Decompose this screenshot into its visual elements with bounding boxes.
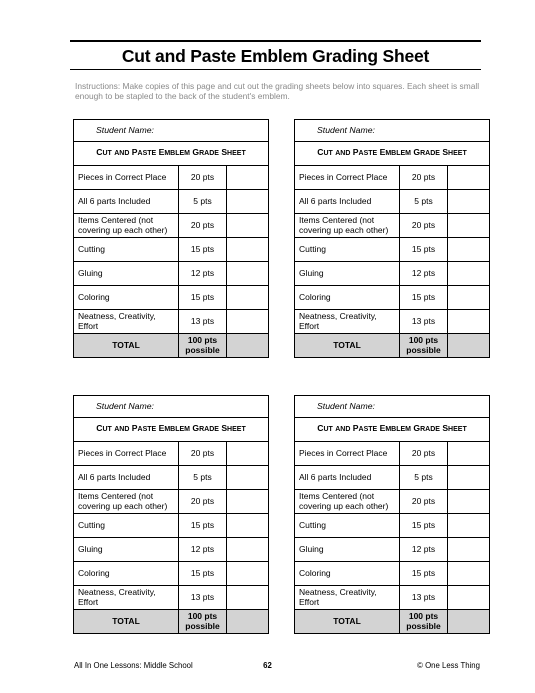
criterion-label: Items Centered (not covering up each other) — [295, 214, 400, 238]
criterion-points: 13 pts — [179, 586, 227, 610]
table-row — [295, 286, 490, 310]
score-cell — [227, 190, 269, 214]
score-cell — [227, 286, 269, 310]
student-name-label: Student Name: — [295, 120, 490, 142]
student-name-label: Student Name: — [74, 396, 269, 418]
criterion-points: 5 pts — [400, 466, 448, 490]
table-row — [295, 490, 490, 514]
grade-sheet — [294, 395, 490, 634]
score-cell — [448, 238, 490, 262]
score-cell — [227, 238, 269, 262]
criterion-label: Cutting — [295, 238, 400, 262]
total-score-cell — [448, 610, 490, 634]
table-row — [74, 214, 269, 238]
criterion-label: Items Centered (not covering up each other) — [295, 490, 400, 514]
criterion-points: 20 pts — [400, 214, 448, 238]
criterion-points: 15 pts — [179, 562, 227, 586]
table-row — [295, 562, 490, 586]
criterion-label: All 6 parts Included — [295, 466, 400, 490]
criterion-label: Items Centered (not covering up each other) — [74, 214, 179, 238]
score-cell — [227, 514, 269, 538]
score-cell — [448, 586, 490, 610]
grade-sheet — [294, 119, 490, 358]
table-row — [74, 562, 269, 586]
criterion-label: Coloring — [295, 562, 400, 586]
criterion-label: Coloring — [295, 286, 400, 310]
criterion-label: Gluing — [74, 538, 179, 562]
criterion-points: 12 pts — [179, 538, 227, 562]
sheet-heading: CUT AND PASTE EMBLEM GRADE SHEET — [295, 142, 490, 166]
criterion-points: 20 pts — [179, 166, 227, 190]
table-row — [295, 166, 490, 190]
score-cell — [227, 466, 269, 490]
criterion-points: 20 pts — [179, 442, 227, 466]
score-cell — [227, 442, 269, 466]
table-row — [295, 538, 490, 562]
criterion-points: 15 pts — [400, 514, 448, 538]
table-row — [295, 310, 490, 334]
score-cell — [448, 286, 490, 310]
table-row — [74, 262, 269, 286]
score-cell — [448, 262, 490, 286]
criterion-label: Gluing — [74, 262, 179, 286]
criterion-label: Coloring — [74, 562, 179, 586]
criterion-points: 15 pts — [400, 562, 448, 586]
criterion-points: 20 pts — [400, 490, 448, 514]
total-row — [74, 610, 269, 634]
table-row — [74, 466, 269, 490]
table-row — [295, 514, 490, 538]
score-cell — [227, 490, 269, 514]
criterion-label: Gluing — [295, 262, 400, 286]
title-rule-bottom — [70, 69, 481, 70]
score-cell — [448, 514, 490, 538]
criterion-points: 15 pts — [179, 286, 227, 310]
score-cell — [448, 310, 490, 334]
criterion-label: All 6 parts Included — [295, 190, 400, 214]
total-label: TOTAL — [295, 610, 400, 634]
instructions-text: Instructions: Make copies of this page and cut out the grading sheets below into squares. Each sheet is small enough to be stapled to the back of the student's emblem. — [75, 81, 480, 101]
criterion-points: 20 pts — [400, 166, 448, 190]
footer-book-title: All In One Lessons: Middle School — [74, 661, 193, 670]
criterion-label: Pieces in Correct Place — [74, 166, 179, 190]
criterion-points: 13 pts — [179, 310, 227, 334]
sheet-heading: CUT AND PASTE EMBLEM GRADE SHEET — [74, 142, 269, 166]
title-rule-top — [70, 40, 481, 42]
total-points: 100 pts possible — [400, 334, 448, 358]
table-row — [74, 166, 269, 190]
criterion-points: 15 pts — [179, 238, 227, 262]
total-points: 100 pts possible — [179, 334, 227, 358]
table-row — [74, 310, 269, 334]
total-label: TOTAL — [74, 334, 179, 358]
grade-sheet — [73, 395, 269, 634]
total-points: 100 pts possible — [400, 610, 448, 634]
total-row — [295, 610, 490, 634]
table-row — [295, 466, 490, 490]
score-cell — [227, 538, 269, 562]
criterion-points: 20 pts — [179, 490, 227, 514]
score-cell — [227, 214, 269, 238]
table-row — [74, 586, 269, 610]
criterion-label: Cutting — [295, 514, 400, 538]
grade-sheet — [73, 119, 269, 358]
score-cell — [227, 310, 269, 334]
criterion-points: 5 pts — [179, 190, 227, 214]
criterion-points: 13 pts — [400, 310, 448, 334]
sheet-heading: CUT AND PASTE EMBLEM GRADE SHEET — [295, 418, 490, 442]
criterion-label: All 6 parts Included — [74, 190, 179, 214]
criterion-label: Items Centered (not covering up each other) — [74, 490, 179, 514]
score-cell — [448, 562, 490, 586]
total-label: TOTAL — [295, 334, 400, 358]
criterion-points: 12 pts — [179, 262, 227, 286]
criterion-label: Gluing — [295, 538, 400, 562]
criterion-label: Cutting — [74, 238, 179, 262]
score-cell — [227, 166, 269, 190]
criterion-label: Neatness, Creativity, Effort — [295, 586, 400, 610]
total-score-cell — [448, 334, 490, 358]
total-score-cell — [227, 610, 269, 634]
table-row — [74, 442, 269, 466]
total-row — [74, 334, 269, 358]
score-cell — [448, 466, 490, 490]
table-row — [74, 514, 269, 538]
table-row — [74, 238, 269, 262]
criterion-points: 5 pts — [179, 466, 227, 490]
total-row — [295, 334, 490, 358]
student-name-label: Student Name: — [295, 396, 490, 418]
score-cell — [227, 562, 269, 586]
criterion-label: Neatness, Creativity, Effort — [74, 586, 179, 610]
criterion-label: Pieces in Correct Place — [295, 166, 400, 190]
criterion-label: Pieces in Correct Place — [74, 442, 179, 466]
criterion-points: 20 pts — [400, 442, 448, 466]
table-row — [74, 286, 269, 310]
table-row — [295, 190, 490, 214]
score-cell — [448, 190, 490, 214]
total-score-cell — [227, 334, 269, 358]
footer-copyright: © One Less Thing — [417, 661, 480, 670]
criterion-points: 15 pts — [400, 286, 448, 310]
score-cell — [448, 490, 490, 514]
score-cell — [448, 214, 490, 238]
table-row — [74, 190, 269, 214]
table-row — [295, 238, 490, 262]
criterion-label: Neatness, Creativity, Effort — [74, 310, 179, 334]
criterion-points: 15 pts — [400, 238, 448, 262]
criterion-label: Pieces in Correct Place — [295, 442, 400, 466]
table-row — [295, 586, 490, 610]
total-label: TOTAL — [74, 610, 179, 634]
criterion-label: Coloring — [74, 286, 179, 310]
criterion-label: Neatness, Creativity, Effort — [295, 310, 400, 334]
criterion-points: 5 pts — [400, 190, 448, 214]
total-points: 100 pts possible — [179, 610, 227, 634]
score-cell — [448, 538, 490, 562]
criterion-points: 15 pts — [179, 514, 227, 538]
student-name-label: Student Name: — [74, 120, 269, 142]
table-row — [74, 490, 269, 514]
criterion-points: 12 pts — [400, 538, 448, 562]
table-row — [295, 442, 490, 466]
table-row — [74, 538, 269, 562]
criterion-label: Cutting — [74, 514, 179, 538]
score-cell — [227, 586, 269, 610]
criterion-points: 20 pts — [179, 214, 227, 238]
page-title: Cut and Paste Emblem Grading Sheet — [121, 46, 430, 66]
criterion-points: 13 pts — [400, 586, 448, 610]
criterion-points: 12 pts — [400, 262, 448, 286]
sheet-heading: CUT AND PASTE EMBLEM GRADE SHEET — [74, 418, 269, 442]
score-cell — [227, 262, 269, 286]
table-row — [295, 262, 490, 286]
table-row — [295, 214, 490, 238]
score-cell — [448, 166, 490, 190]
criterion-label: All 6 parts Included — [74, 466, 179, 490]
score-cell — [448, 442, 490, 466]
footer-page-number: 62 — [263, 661, 272, 670]
